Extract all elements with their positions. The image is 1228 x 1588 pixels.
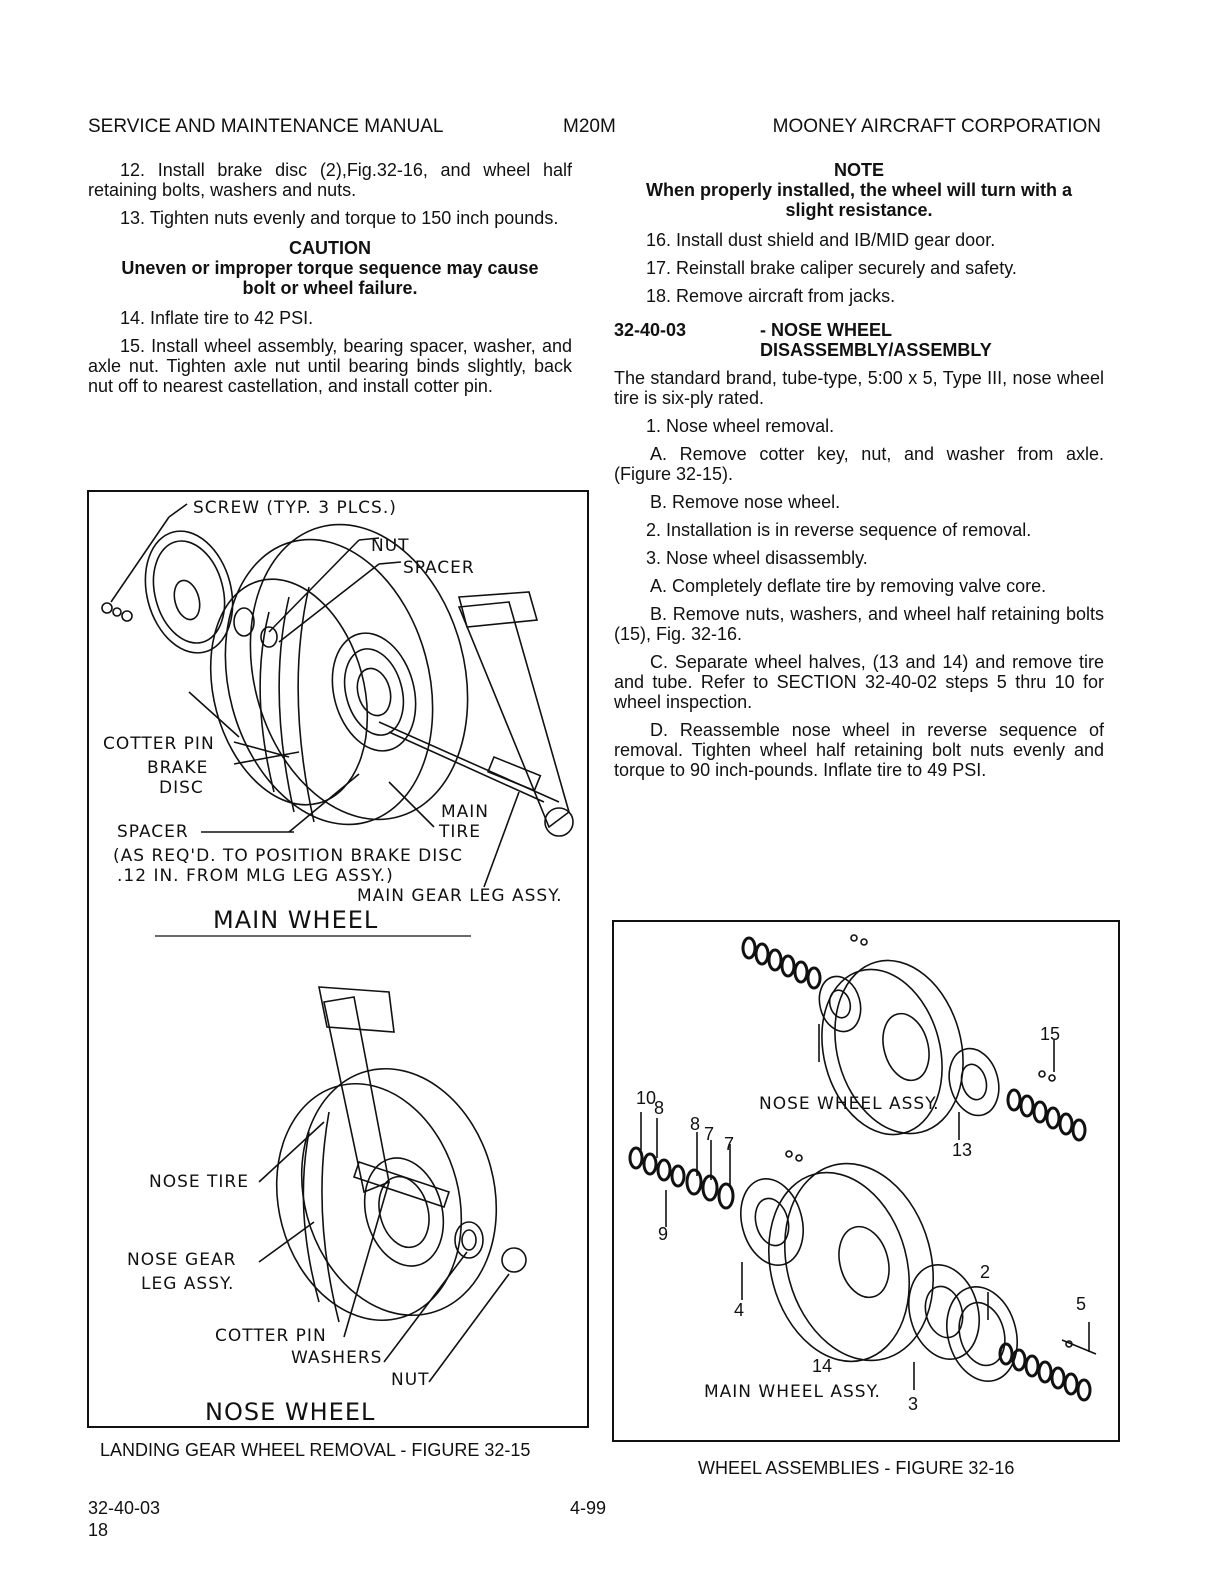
step-3d: D. Reassemble nose wheel in reverse sequence of removal. Tighten wheel half retaining bolt nuts evenly and torque to 90 inch-pounds. Inflate tire to 49 PSI.: [614, 720, 1104, 780]
left-column: [88, 160, 572, 396]
label-spacer: SPACER: [117, 822, 189, 842]
step-13: 13. Tighten nuts evenly and torque to 150 inch pounds.: [120, 208, 559, 228]
callout-8a: 8: [654, 1098, 665, 1118]
label-cotter-pin-2: COTTER PIN: [215, 1326, 327, 1346]
footer-revision: 18: [88, 1520, 109, 1540]
header-manual-title: SERVICE AND MAINTENANCE MANUAL: [88, 116, 444, 137]
step-1b: B. Remove nose wheel.: [650, 492, 841, 512]
figure-32-15: [87, 490, 589, 1428]
nose-tire-drawing: [251, 1047, 523, 1342]
step-17: 17. Reinstall brake caliper securely and safety.: [646, 258, 1017, 278]
step-16: 16. Install dust shield and IB/MID gear door.: [646, 230, 996, 250]
label-nose-wheel-assy: NOSE WHEEL ASSY.: [759, 1094, 940, 1114]
label-spacer-note-1: (AS REQ'D. TO POSITION BRAKE DISC: [113, 846, 463, 866]
callout-13: 13: [952, 1140, 973, 1160]
step-3a: A. Completely deflate tire by removing valve core.: [650, 576, 1047, 596]
figure-32-16: [612, 920, 1120, 1442]
label-spacer-note-2: .12 IN. FROM MLG LEG ASSY.): [117, 866, 394, 886]
label-cotter-pin: COTTER PIN: [103, 734, 215, 754]
header-model: M20M: [563, 116, 616, 137]
label-disc: DISC: [159, 778, 204, 798]
callout-15: 15: [1040, 1024, 1061, 1044]
caution-text: Uneven or improper torque sequence may cause bolt or wheel failure.: [121, 258, 539, 298]
label-main-wheel-assy: MAIN WHEEL ASSY.: [704, 1382, 881, 1402]
callout-8b: 8: [690, 1114, 701, 1134]
callout-5: 5: [1076, 1294, 1087, 1314]
nose-wheel-assy-drawing: [804, 946, 1006, 1148]
step-14: 14. Inflate tire to 42 PSI.: [120, 308, 314, 328]
label-spacer-top: SPACER: [403, 558, 475, 578]
section-heading: [614, 320, 1104, 362]
figure-32-16-drawing: [614, 922, 1118, 1440]
brake-disc-plate-drawing: [132, 521, 245, 663]
section-title-line2: DISASSEMBLY/ASSEMBLY: [760, 340, 992, 360]
label-nut-2: NUT: [391, 1370, 430, 1390]
label-nose-gear: NOSE GEAR: [127, 1250, 237, 1270]
figure-32-16-caption: WHEEL ASSEMBLIES - FIGURE 32-16: [698, 1458, 1015, 1478]
step-12: 12. Install brake disc (2),Fig.32-16, and wheel half retaining bolts, washers and nuts.: [88, 160, 572, 200]
header-company: MOONEY AIRCRAFT CORPORATION: [772, 116, 1101, 137]
callout-14: 14: [812, 1356, 833, 1376]
label-nut: NUT: [371, 536, 410, 556]
step-1: 1. Nose wheel removal.: [646, 416, 835, 436]
step-15: 15. Install wheel assembly, bearing spacer, washer, and axle nut. Tighten axle nut until bearing binds slightly, back nut off to nearest castellation, and install cotter pin.: [88, 336, 572, 396]
label-main-gear-leg: MAIN GEAR LEG ASSY.: [357, 886, 563, 906]
section-intro: The standard brand, tube-type, 5:00 x 5, Type III, nose wheel tire is six-ply rated.: [614, 368, 1104, 408]
step-1a: A. Remove cotter key, nut, and washer from axle. (Figure 32-15).: [614, 444, 1104, 484]
label-main-wheel-title: MAIN WHEEL: [213, 906, 379, 934]
callout-10: 10: [636, 1088, 657, 1108]
callout-2: 2: [980, 1262, 991, 1282]
note-title: NOTE: [833, 160, 884, 180]
label-leg-assy: LEG ASSY.: [141, 1274, 235, 1294]
label-brake: BRAKE: [147, 758, 209, 778]
right-column: [614, 160, 1104, 780]
step-3b: B. Remove nuts, washers, and wheel half retaining bolts (15), Fig. 32-16.: [614, 604, 1104, 644]
callout-4: 4: [734, 1300, 745, 1320]
callout-3: 3: [908, 1394, 919, 1414]
note-text: When properly installed, the wheel will turn with a slight resistance.: [645, 180, 1073, 220]
footer-section: 32-40-03: [88, 1498, 161, 1518]
callout-9: 9: [658, 1224, 669, 1244]
footer-page-number: 4-99: [570, 1498, 607, 1518]
label-nose-tire: NOSE TIRE: [149, 1172, 249, 1192]
label-screw: SCREW (TYP. 3 PLCS.): [193, 498, 397, 518]
callout-7b: 7: [724, 1134, 735, 1154]
main-gear-leg-drawing: [459, 592, 573, 887]
step-3c: C. Separate wheel halves, (13 and 14) and remove tire and tube. Refer to SECTION 32-40-02 steps 5 thru 10 for wheel inspection.: [614, 652, 1104, 712]
section-number: 32-40-03: [614, 320, 687, 340]
caution-title: CAUTION: [289, 238, 371, 258]
label-nose-wheel-title: NOSE WHEEL: [205, 1398, 376, 1426]
step-2: 2. Installation is in reverse sequence of removal.: [646, 520, 1032, 540]
main-tire-drawing: [187, 500, 499, 848]
label-washers: WASHERS: [291, 1348, 383, 1368]
callout-7a: 7: [704, 1124, 715, 1144]
step-18: 18. Remove aircraft from jacks.: [646, 286, 896, 306]
label-tire: TIRE: [439, 822, 481, 842]
step-3: 3. Nose wheel disassembly.: [646, 548, 868, 568]
section-title-line1: - NOSE WHEEL: [760, 320, 893, 340]
label-main: MAIN: [441, 802, 490, 822]
figure-32-15-caption: LANDING GEAR WHEEL REMOVAL - FIGURE 32-15: [100, 1440, 531, 1460]
